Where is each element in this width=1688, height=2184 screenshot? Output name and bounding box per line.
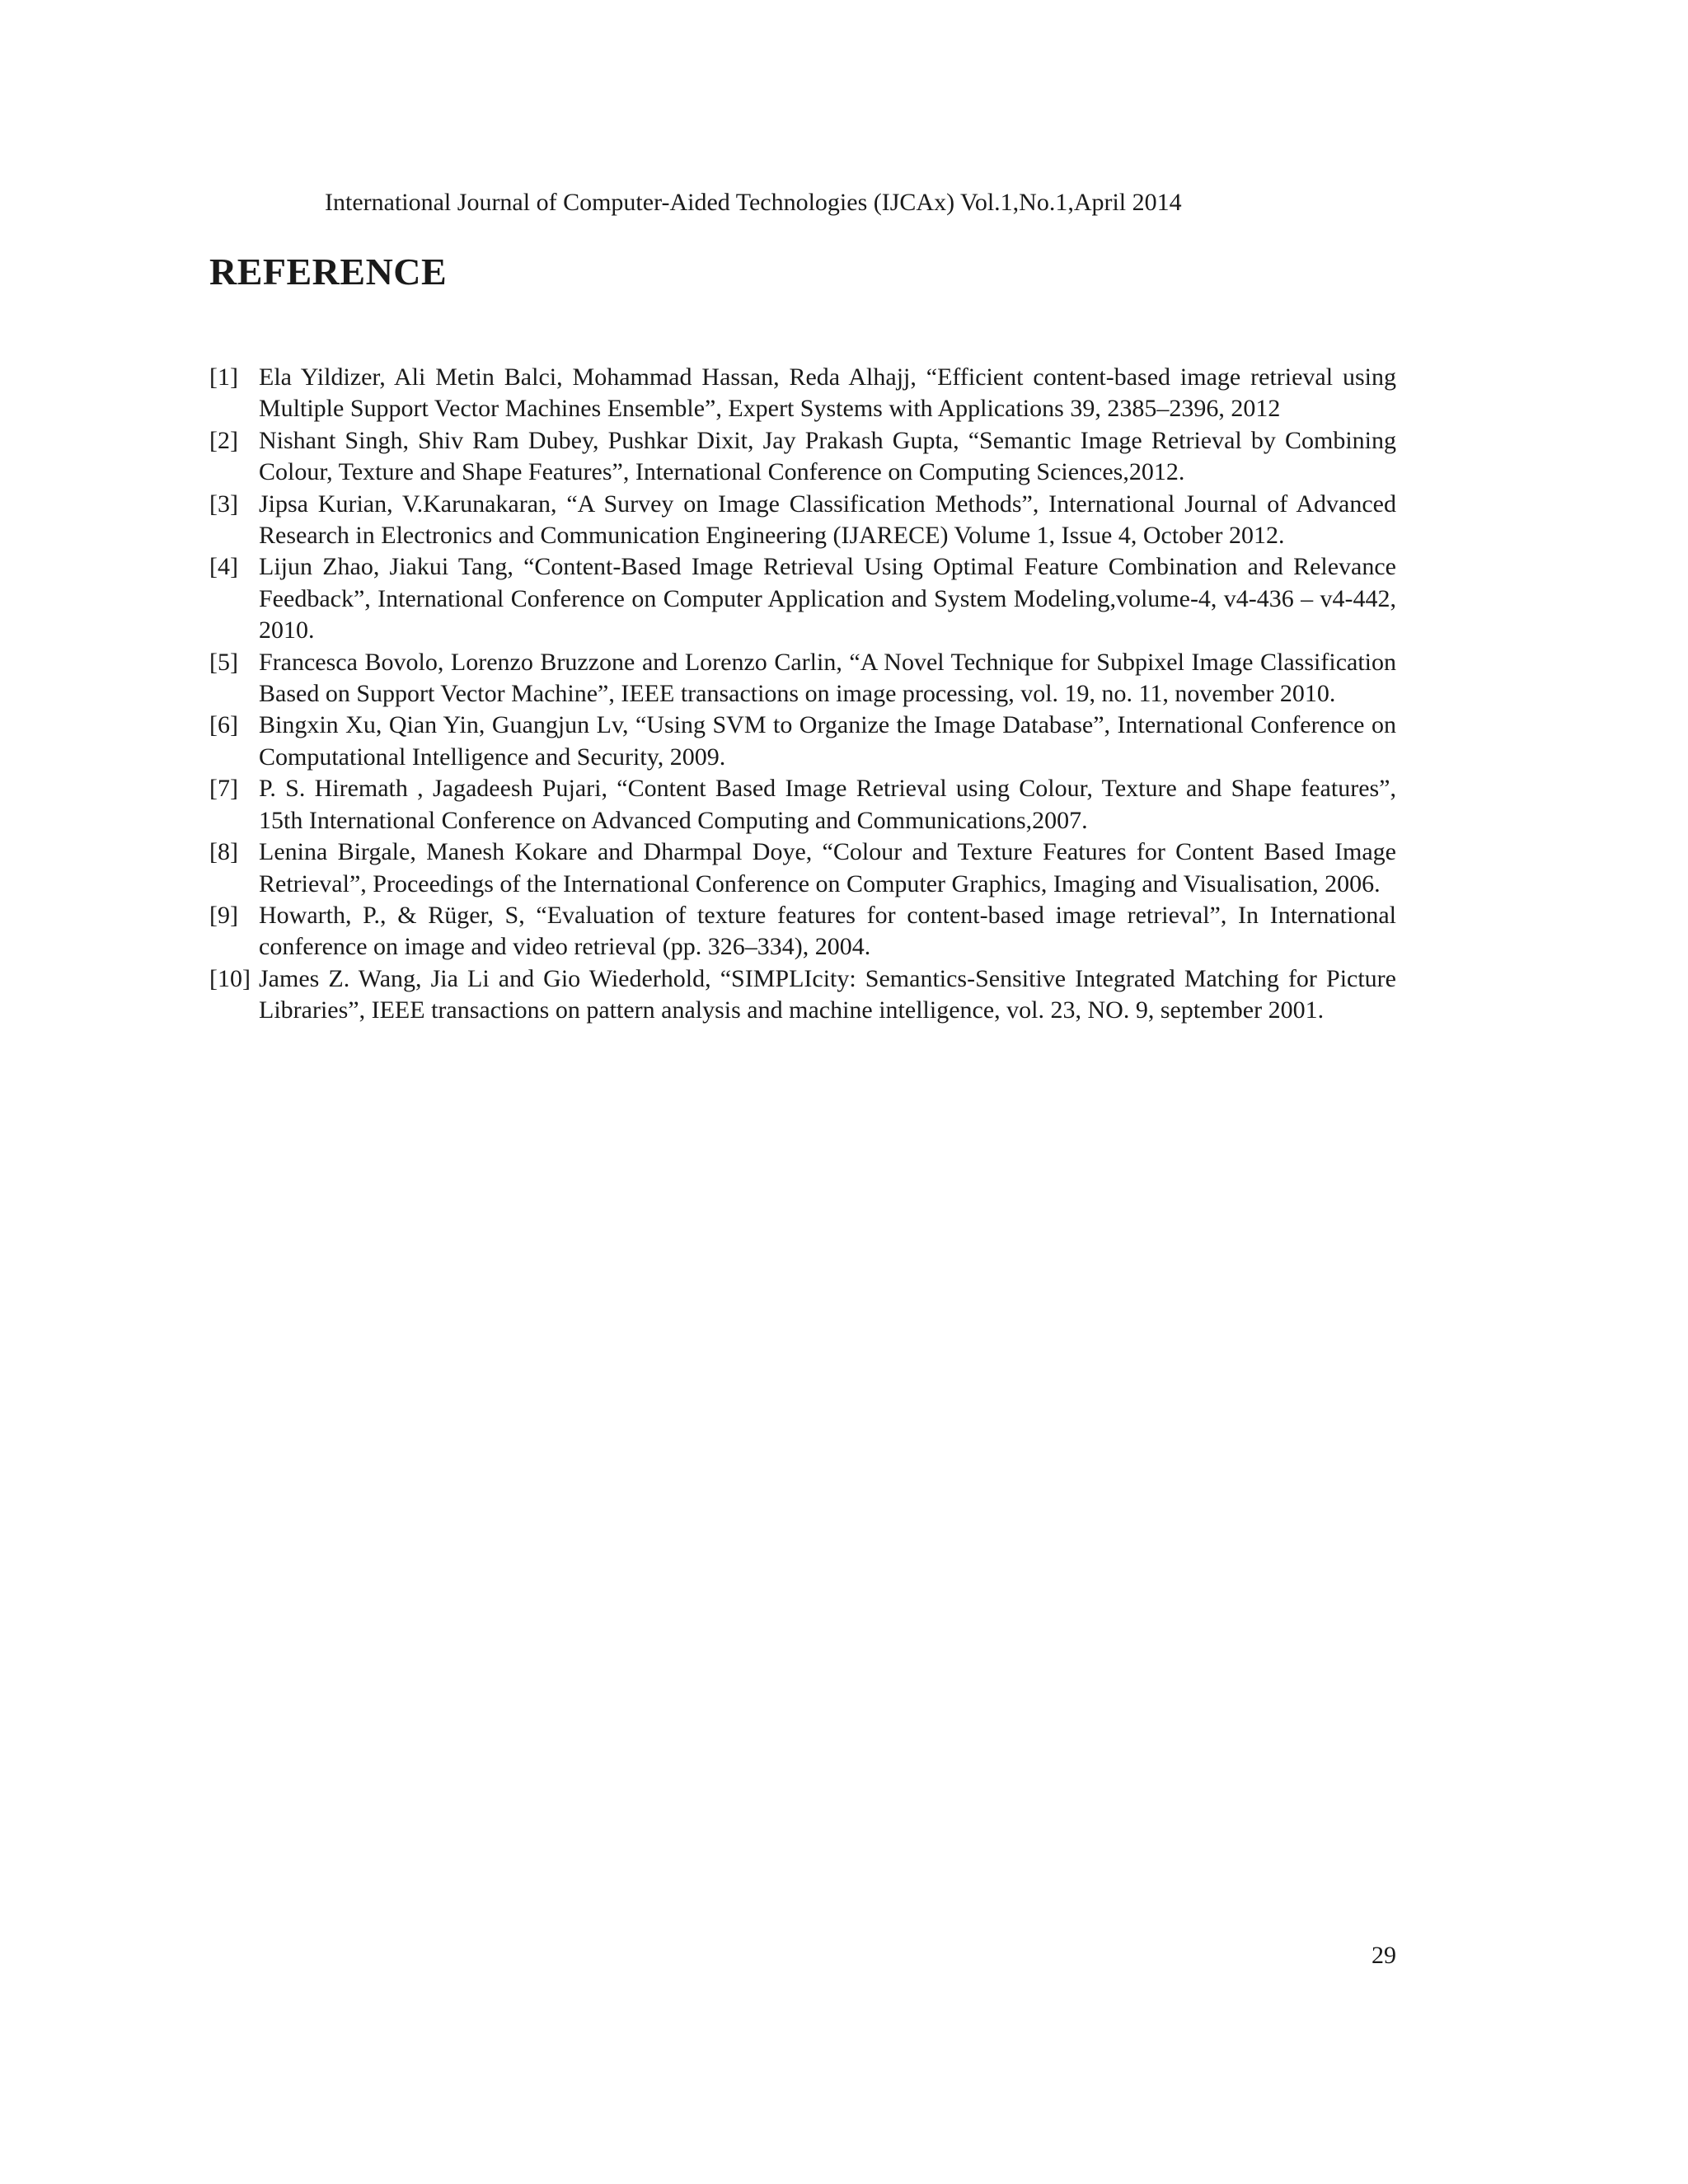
reference-item	[209, 837, 1396, 900]
reference-number: [5]	[209, 648, 238, 676]
reference-number: [2]	[209, 426, 238, 454]
section-title: REFERENCE	[209, 251, 448, 293]
reference-number: [6]	[209, 711, 238, 739]
reference-text: Ela Yildizer, Ali Metin Balci, Mohammad Hassan, Reda Alhajj, “Efficient content-based image retrieval using Multiple Support Vector Machines Ensemble”, Expert Systems with Applications 39, 2385–2396, 2012	[259, 363, 1396, 423]
reference-text: Jipsa Kurian, V.Karunakaran, “A Survey on Image Classification Methods”, International Journal of Advanced Research in Electronics and Communication Engineering (IJARECE) Volume 1, Issue 4, October 2012.	[259, 490, 1396, 550]
reference-item	[209, 489, 1396, 552]
reference-item	[209, 900, 1396, 963]
reference-number: [4]	[209, 553, 238, 581]
reference-number: [1]	[209, 363, 238, 391]
reference-text: Bingxin Xu, Qian Yin, Guangjun Lv, “Using SVM to Organize the Image Database”, International Conference on Computational Intelligence and Security, 2009.	[259, 711, 1396, 771]
reference-item	[209, 647, 1396, 710]
reference-list	[209, 362, 1396, 1027]
reference-text: Lijun Zhao, Jiakui Tang, “Content-Based Image Retrieval Using Optimal Feature Combination and Relevance Feedback”, International Conference on Computer Application and System Modeling,volume-4, v4-436 – v4-442, 2010.	[259, 553, 1396, 644]
reference-item	[209, 551, 1396, 646]
reference-number: [8]	[209, 838, 238, 866]
page-number: 29	[1372, 1942, 1396, 1969]
reference-item	[209, 710, 1396, 773]
reference-item	[209, 425, 1396, 489]
reference-item	[209, 362, 1396, 425]
reference-text: Howarth, P., & Rüger, S, “Evaluation of texture features for content-based image retrieval”, In International conference on image and video retrieval (pp. 326–334), 2004.	[259, 901, 1396, 961]
reference-number: [10]	[209, 964, 251, 992]
running-header: International Journal of Computer-Aided Technologies (IJCAx) Vol.1,No.1,April 2014	[325, 189, 1182, 216]
reference-item	[209, 963, 1396, 1027]
reference-item	[209, 773, 1396, 837]
reference-number: [7]	[209, 775, 238, 803]
reference-number: [9]	[209, 901, 238, 929]
reference-text: James Z. Wang, Jia Li and Gio Wiederhold, “SIMPLIcity: Semantics-Sensitive Integrated Matching for Picture Libraries”, IEEE transactions on pattern analysis and machine intelligence, vol. 23, NO. 9, september 2001.	[259, 964, 1396, 1024]
reference-number: [3]	[209, 490, 238, 518]
reference-text: Nishant Singh, Shiv Ram Dubey, Pushkar Dixit, Jay Prakash Gupta, “Semantic Image Retrieval by Combining Colour, Texture and Shape Features”, International Conference on Computing Sciences,2012.	[259, 426, 1396, 486]
reference-text: Francesca Bovolo, Lorenzo Bruzzone and Lorenzo Carlin, “A Novel Technique for Subpixel Image Classification Based on Support Vector Machine”, IEEE transactions on image processing, vol. 19, no. 11, november 2010.	[259, 648, 1396, 708]
reference-text: P. S. Hiremath , Jagadeesh Pujari, “Content Based Image Retrieval using Colour, Texture and Shape features”, 15th International Conference on Advanced Computing and Communications,2007.	[259, 775, 1396, 834]
reference-text: Lenina Birgale, Manesh Kokare and Dharmpal Doye, “Colour and Texture Features for Content Based Image Retrieval”, Proceedings of the International Conference on Computer Graphics, Imaging and Visualisation, 2006.	[259, 838, 1396, 898]
